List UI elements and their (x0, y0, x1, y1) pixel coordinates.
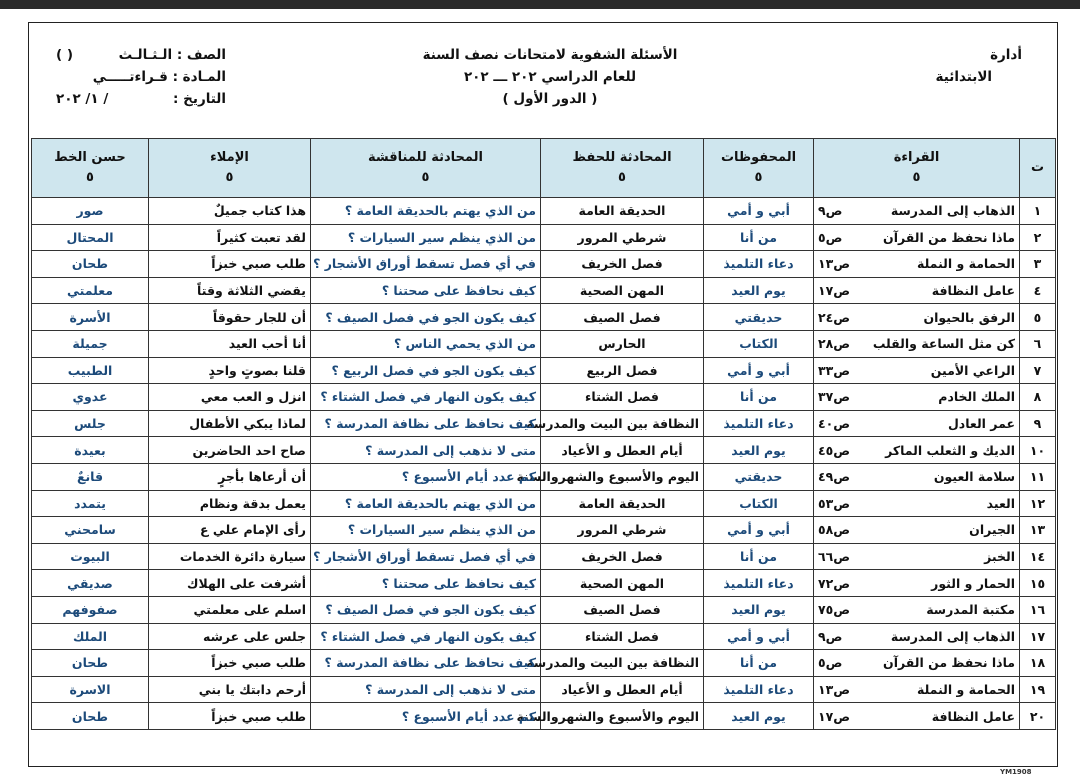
discussion-question: كيف نحافظ على نظافة المدرسة ؟ (311, 410, 541, 437)
row-number: ٤ (1020, 277, 1056, 304)
conversation-memorize-topic: فصل الشتاء (541, 384, 704, 411)
dictation-sentence: لماذا يبكي الأطفال (149, 410, 311, 437)
handwriting-word: صور (32, 198, 149, 225)
memorized-poem: من أنا (704, 543, 814, 570)
handwriting-word: المحتال (32, 224, 149, 251)
memorized-poem: أبي و أمي (704, 357, 814, 384)
reading-lesson (814, 410, 1020, 437)
discussion-question: كم عدد أيام الأسبوع ؟ (311, 463, 541, 490)
table-row (32, 277, 1056, 304)
dictation-sentence: صاح احد الحاضرين (149, 437, 311, 464)
row-number: ١ (1020, 198, 1056, 225)
page-number: ص٤٥ (818, 442, 851, 458)
row-number: ٢٠ (1020, 703, 1056, 730)
conversation-memorize-topic: الحديقة العامة (541, 490, 704, 517)
page-number: ص٥ (818, 655, 843, 671)
reading-lesson (814, 703, 1020, 730)
reading-title: العيد (986, 495, 1015, 511)
dictation-sentence: طلب صبي خبزاً (149, 703, 311, 730)
grade-value: ( ) (56, 47, 74, 63)
dictation-sentence: طلب صبي خبزاً (149, 251, 311, 278)
header-class-block (56, 44, 226, 110)
memorized-poem: من أنا (704, 384, 814, 411)
reading-lesson (814, 251, 1020, 278)
col-header-number: ت (1020, 139, 1056, 198)
reading-lesson (814, 384, 1020, 411)
page-number: ص٤٩ (818, 469, 851, 485)
reading-title: سلامة العيون (933, 469, 1015, 485)
col-header-reading: القراءة ٥ (814, 139, 1020, 198)
header-title-block (380, 44, 720, 110)
row-number: ٨ (1020, 384, 1056, 411)
discussion-question: كيف يكون الجو في فصل الربيع ؟ (311, 357, 541, 384)
discussion-question: كيف يكون الجو في فصل الصيف ؟ (311, 304, 541, 331)
reading-title: الذهاب إلى المدرسة (890, 628, 1015, 644)
memorized-poem: دعاء التلميذ (704, 676, 814, 703)
table-row (32, 437, 1056, 464)
reading-title: الديك و الثعلب الماكر (885, 442, 1015, 458)
conversation-memorize-topic: الحارس (541, 330, 704, 357)
conversation-memorize-topic: فصل الخريف (541, 543, 704, 570)
dictation-sentence: يقضي الثلاثة وقتاً (149, 277, 311, 304)
conversation-memorize-topic: أيام العطل و الأعياد (541, 676, 704, 703)
reading-lesson (814, 650, 1020, 677)
reading-title: الملك الخادم (938, 389, 1015, 405)
conversation-memorize-topic: فصل الربيع (541, 357, 704, 384)
reading-lesson (814, 198, 1020, 225)
dictation-sentence: أشرفت على الهلاك (149, 570, 311, 597)
discussion-question: متى لا نذهب إلى المدرسة ؟ (311, 437, 541, 464)
row-number: ١١ (1020, 463, 1056, 490)
reading-title: مكتبة المدرسة (926, 602, 1015, 618)
table-row (32, 224, 1056, 251)
header-directorate: أدارة (990, 47, 1022, 63)
row-number: ٥ (1020, 304, 1056, 331)
discussion-question: من الذي ينظم سير السيارات ؟ (311, 517, 541, 544)
reading-title: ماذا نحفظ من القرآن (883, 229, 1015, 245)
discussion-question: كم عدد أيام الأسبوع ؟ (311, 703, 541, 730)
row-number: ٧ (1020, 357, 1056, 384)
row-number: ١٤ (1020, 543, 1056, 570)
discussion-question: من الذي يحمي الناس ؟ (311, 330, 541, 357)
discussion-question: في أي فصل تسقط أوراق الأشجار ؟ (311, 251, 541, 278)
discussion-question: كيف يكون النهار في فصل الشتاء ؟ (311, 384, 541, 411)
reading-title: الرفق بالحيوان (923, 309, 1015, 325)
memorized-poem: من أنا (704, 650, 814, 677)
memorized-poem: حديقتي (704, 304, 814, 331)
row-number: ١٧ (1020, 623, 1056, 650)
handwriting-word: جلس (32, 410, 149, 437)
row-number: ١٥ (1020, 570, 1056, 597)
dictation-sentence: جلس على عرشه (149, 623, 311, 650)
dictation-sentence: طلب صبي خبزاً (149, 650, 311, 677)
memorized-poem: أبي و أمي (704, 623, 814, 650)
page-number: ص٣٣ (818, 362, 851, 378)
page-number: ص٥٣ (818, 495, 851, 511)
row-number: ١٢ (1020, 490, 1056, 517)
reading-lesson (814, 277, 1020, 304)
handwriting-word: صفوفهم (32, 596, 149, 623)
table-row (32, 596, 1056, 623)
page-number: ص٧٢ (818, 575, 851, 591)
page-number: ص١٣ (818, 681, 851, 697)
handwriting-word: الطبيب (32, 357, 149, 384)
table-row (32, 490, 1056, 517)
memorized-poem: دعاء التلميذ (704, 251, 814, 278)
table-header-row (32, 139, 1056, 198)
handwriting-word: الملك (32, 623, 149, 650)
memorized-poem: الكتاب (704, 490, 814, 517)
table-row (32, 357, 1056, 384)
reading-title: كن مثل الساعة والقلب (872, 336, 1015, 352)
reading-lesson (814, 676, 1020, 703)
page-number: ص٧٥ (818, 602, 851, 618)
table-row (32, 463, 1056, 490)
reading-title: الراعي الأمين (930, 362, 1015, 378)
table-row (32, 650, 1056, 677)
memorized-poem: دعاء التلميذ (704, 410, 814, 437)
handwriting-word: طحان (32, 703, 149, 730)
conversation-memorize-topic: المهن الصحية (541, 277, 704, 304)
dictation-sentence: رأى الإمام علي ع (149, 517, 311, 544)
handwriting-word: البيوت (32, 543, 149, 570)
reading-lesson (814, 437, 1020, 464)
table-row (32, 543, 1056, 570)
conversation-memorize-topic: أيام العطل و الأعياد (541, 437, 704, 464)
page-number: ص٦٦ (818, 549, 851, 565)
conversation-memorize-topic: فصل الصيف (541, 304, 704, 331)
dictation-sentence: أن أرعاها بأجرٍ (149, 463, 311, 490)
dictation-sentence: يعمل بدقة ونظام (149, 490, 311, 517)
memorized-poem: حديقتي (704, 463, 814, 490)
memorized-poem: يوم العيد (704, 596, 814, 623)
memorized-poem: يوم العيد (704, 703, 814, 730)
page-number: ص٥ (818, 229, 843, 245)
reading-title: الجيران (969, 522, 1015, 538)
reading-title: عامل النظافة (931, 708, 1015, 724)
page-number: ص٢٤ (818, 309, 851, 325)
reading-title: الحمار و الثور (931, 575, 1015, 591)
oral-questions-table (31, 138, 1056, 730)
conversation-memorize-topic: النظافة بين البيت والمدرسة (541, 650, 704, 677)
row-number: ٢ (1020, 224, 1056, 251)
page-number: ص٩ (818, 203, 843, 219)
header-school-block (802, 44, 1022, 88)
handwriting-word: سامحني (32, 517, 149, 544)
reading-lesson (814, 596, 1020, 623)
memorized-poem: يوم العيد (704, 277, 814, 304)
handwriting-word: قانعٌ (32, 463, 149, 490)
conversation-memorize-topic: شرطي المرور (541, 224, 704, 251)
table-row (32, 330, 1056, 357)
discussion-question: من الذي يهتم بالحديقة العامة ؟ (311, 490, 541, 517)
academic-year: للعام الدراسي ٢٠٢ ـــ ٢٠٢ (463, 69, 637, 85)
table-row (32, 570, 1056, 597)
row-number: ١٠ (1020, 437, 1056, 464)
handwriting-word: طحان (32, 650, 149, 677)
reading-title: عامل النظافة (931, 283, 1015, 299)
exam-round: ( الدور الأول ) (502, 91, 598, 107)
reading-lesson (814, 224, 1020, 251)
handwriting-word: يتمدد (32, 490, 149, 517)
conversation-memorize-topic: اليوم والأسبوع والشهروالسنة (541, 703, 704, 730)
discussion-question: كيف نحافظ على صحتنا ؟ (311, 277, 541, 304)
exam-title: الأسئلة الشفوية لامتحانات نصف السنة (422, 47, 678, 63)
discussion-question: كيف يكون النهار في فصل الشتاء ؟ (311, 623, 541, 650)
discussion-question: كيف يكون الجو في فصل الصيف ؟ (311, 596, 541, 623)
row-number: ١٩ (1020, 676, 1056, 703)
conversation-memorize-topic: النظافة بين البيت والمدرسة (541, 410, 704, 437)
reading-lesson (814, 463, 1020, 490)
row-number: ٦ (1020, 330, 1056, 357)
page-number: ص٤٠ (818, 416, 851, 432)
page-number: ص٣٧ (818, 389, 851, 405)
col-header-conversation-memorize: المحادثة للحفظ ٥ (541, 139, 704, 198)
conversation-memorize-topic: المهن الصحية (541, 570, 704, 597)
reading-lesson (814, 330, 1020, 357)
page-number: ص٢٨ (818, 336, 851, 352)
table-row (32, 384, 1056, 411)
handwriting-word: الأسرة (32, 304, 149, 331)
handwriting-word: طحان (32, 251, 149, 278)
memorized-poem: من أنا (704, 224, 814, 251)
page-number: ص٩ (818, 628, 843, 644)
dictation-sentence: سيارة دائرة الخدمات (149, 543, 311, 570)
dictation-sentence: أنا أحب العيد (149, 330, 311, 357)
table-row (32, 304, 1056, 331)
discussion-question: كيف نحافظ على صحتنا ؟ (311, 570, 541, 597)
table-row (32, 517, 1056, 544)
reading-title: الحمامة و النملة (917, 256, 1015, 272)
dictation-sentence: لقد تعبت كثيراً (149, 224, 311, 251)
dictation-sentence: انزل و العب معي (149, 384, 311, 411)
memorized-poem: يوم العيد (704, 437, 814, 464)
reading-lesson (814, 304, 1020, 331)
page-number: ص١٣ (818, 256, 851, 272)
row-number: ١٦ (1020, 596, 1056, 623)
dictation-sentence: أرحم دابتك يا بني (149, 676, 311, 703)
row-number: ١٨ (1020, 650, 1056, 677)
conversation-memorize-topic: اليوم والأسبوع والشهروالسنة (541, 463, 704, 490)
discussion-question: كيف نحافظ على نظافة المدرسة ؟ (311, 650, 541, 677)
discussion-question: من الذي ينظم سير السيارات ؟ (311, 224, 541, 251)
col-header-conversation-discuss: المحادثة للمناقشة ٥ (311, 139, 541, 198)
row-number: ٣ (1020, 251, 1056, 278)
top-dark-band (0, 0, 1080, 9)
dictation-sentence: أن للجار حقوقاً (149, 304, 311, 331)
reading-lesson (814, 570, 1020, 597)
conversation-memorize-topic: فصل الشتاء (541, 623, 704, 650)
footer-code: YM1908 (1000, 768, 1032, 776)
reading-title: ماذا نحفظ من القرآن (883, 655, 1015, 671)
col-header-dictation: الإملاء ٥ (149, 139, 311, 198)
table-row (32, 623, 1056, 650)
handwriting-word: صديقي (32, 570, 149, 597)
handwriting-word: عدوي (32, 384, 149, 411)
grade-label: الصف : الـثـالـث (118, 47, 226, 63)
conversation-memorize-topic: فصل الصيف (541, 596, 704, 623)
conversation-memorize-topic: فصل الخريف (541, 251, 704, 278)
handwriting-word: الاسرة (32, 676, 149, 703)
memorized-poem: أبي و أمي (704, 198, 814, 225)
dictation-sentence: اسلم على معلمتي (149, 596, 311, 623)
handwriting-word: جميلة (32, 330, 149, 357)
memorized-poem: الكتاب (704, 330, 814, 357)
reading-lesson (814, 543, 1020, 570)
reading-title: الخبز (984, 549, 1015, 565)
row-number: ٩ (1020, 410, 1056, 437)
table-row (32, 410, 1056, 437)
dictation-sentence: قلنا بصوتٍ واحدٍ (149, 357, 311, 384)
date-label: التاريخ : (173, 91, 226, 107)
row-number: ١٣ (1020, 517, 1056, 544)
date-value: / ١/ ٢٠٢ (56, 91, 109, 107)
conversation-memorize-topic: الحديقة العامة (541, 198, 704, 225)
handwriting-word: معلمتي (32, 277, 149, 304)
table-row (32, 251, 1056, 278)
reading-title: الذهاب إلى المدرسة (890, 203, 1015, 219)
table-row (32, 198, 1056, 225)
memorized-poem: دعاء التلميذ (704, 570, 814, 597)
table-row (32, 703, 1056, 730)
reading-title: عمر العادل (947, 416, 1015, 432)
page-number: ص١٧ (818, 283, 851, 299)
page-number: ص٥٨ (818, 522, 851, 538)
discussion-question: من الذي يهتم بالحديقة العامة ؟ (311, 198, 541, 225)
table-row (32, 676, 1056, 703)
reading-lesson (814, 517, 1020, 544)
subject-label: المـادة : قـراءتـــــي (92, 69, 226, 85)
reading-lesson (814, 623, 1020, 650)
reading-lesson (814, 490, 1020, 517)
dictation-sentence: هذا كتاب جميلٌ (149, 198, 311, 225)
memorized-poem: أبي و أمي (704, 517, 814, 544)
reading-title: الحمامة و النملة (917, 681, 1015, 697)
handwriting-word: بعيدة (32, 437, 149, 464)
col-header-handwriting: حسن الخط ٥ (32, 139, 149, 198)
discussion-question: متى لا نذهب إلى المدرسة ؟ (311, 676, 541, 703)
reading-lesson (814, 357, 1020, 384)
page-number: ص١٧ (818, 708, 851, 724)
col-header-memorized: المحفوظات ٥ (704, 139, 814, 198)
conversation-memorize-topic: شرطي المرور (541, 517, 704, 544)
header-school-type: الابتدائية (935, 69, 992, 85)
discussion-question: في أي فصل تسقط أوراق الأشجار ؟ (311, 543, 541, 570)
